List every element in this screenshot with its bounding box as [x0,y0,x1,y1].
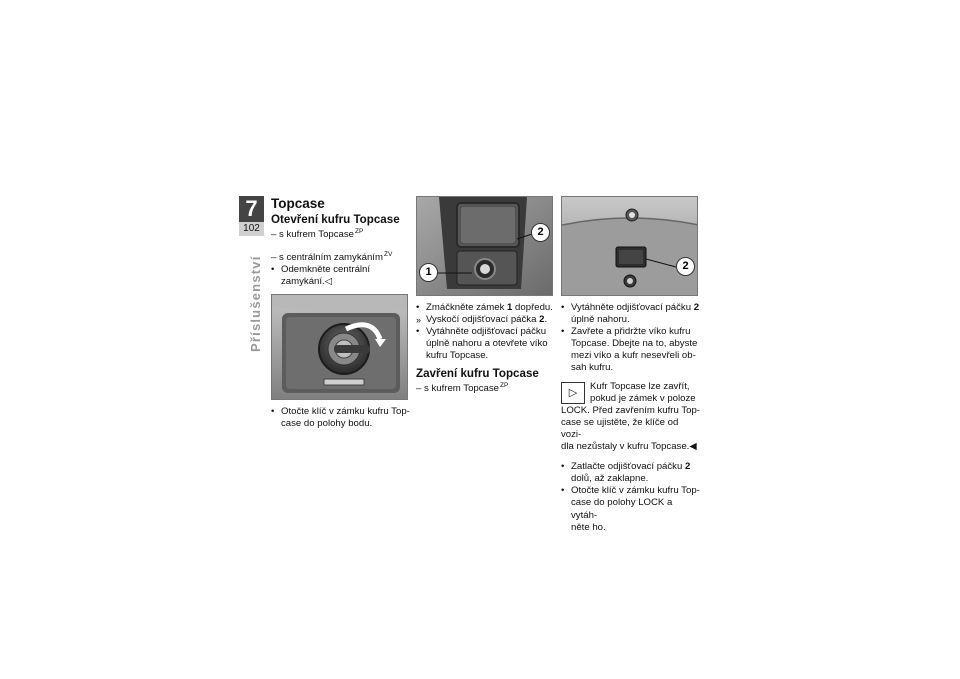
note-block: ▷ Kufr Topcase lze zavřít, pokud je zámek v poloze LOCK. Před zavřením kufru Top- case se ujistěte, že klíče od vozi- dla nezůstaly v kufru Topcase.◀ [561,380,700,453]
step-unlock-central: • Odemkněte centrální zamykání.◁ [271,264,413,288]
requirement-topcase-close: – s kufrem Topcase$^{ZP}$ [416,382,509,395]
section-heading-close: Zavření kufru Topcase [416,367,539,381]
release-lever-illustration [417,197,553,296]
chapter-tab [239,196,264,236]
section-heading-open: Otevření kufru Topcase [271,213,400,226]
photo-lock-key [271,294,408,400]
column-3 [561,196,701,534]
photo-topcase-rear [561,196,698,296]
page-number: 102 [239,222,264,236]
lock-key-illustration [272,295,408,400]
photo-release-lever [416,196,553,296]
page-title: Topcase [271,196,325,211]
callout-2: 2 [676,257,695,276]
topcase-rear-illustration [562,197,698,296]
column-2 [416,196,554,396]
step-push-lever: • Zatlačte odjišťovací páčku 2 dolů, až zaklapne. [561,461,701,485]
note-triangle-icon: ▷ [561,382,585,404]
chapter-side-title: Příslušenství [248,255,263,352]
result-lever-pops: » Vyskočí odjišťovací páčka 2. [416,314,554,326]
step-press-lock: • Zmáčkněte zámek 1 dopředu. [416,302,554,314]
step-lock-and-remove-key: • Otočte klíč v zámku kufru Top- case do polohy LOCK a vytáh- něte ho. [561,485,701,533]
column-1 [271,196,413,431]
requirement-central-locking: – s centrálním zamykáním$^{ZV}$ [271,251,393,264]
step-close-lid: • Zavřete a přidržte víko kufru Topcase. Dbejte na to, abyste mezi víko a kufr nesevřeli ob- sah kufru. [561,326,701,374]
step-turn-key: • Otočte klíč v zámku kufru Top- case do polohy bodu. [271,406,413,430]
callout-2: 2 [531,223,550,242]
step-pull-lever-open: • Vytáhněte odjišťovací páčku úplně nahoru a otevřete víko kufru Topcase. [416,326,554,362]
requirement-topcase: – s kufrem Topcase$^{ZP}$ [271,228,364,240]
callout-1: 1 [419,263,438,282]
chapter-number: 7 [239,196,264,222]
step-pull-lever-fully: • Vytáhněte odjišťovací páčku 2 úplně nahoru. [561,302,701,326]
